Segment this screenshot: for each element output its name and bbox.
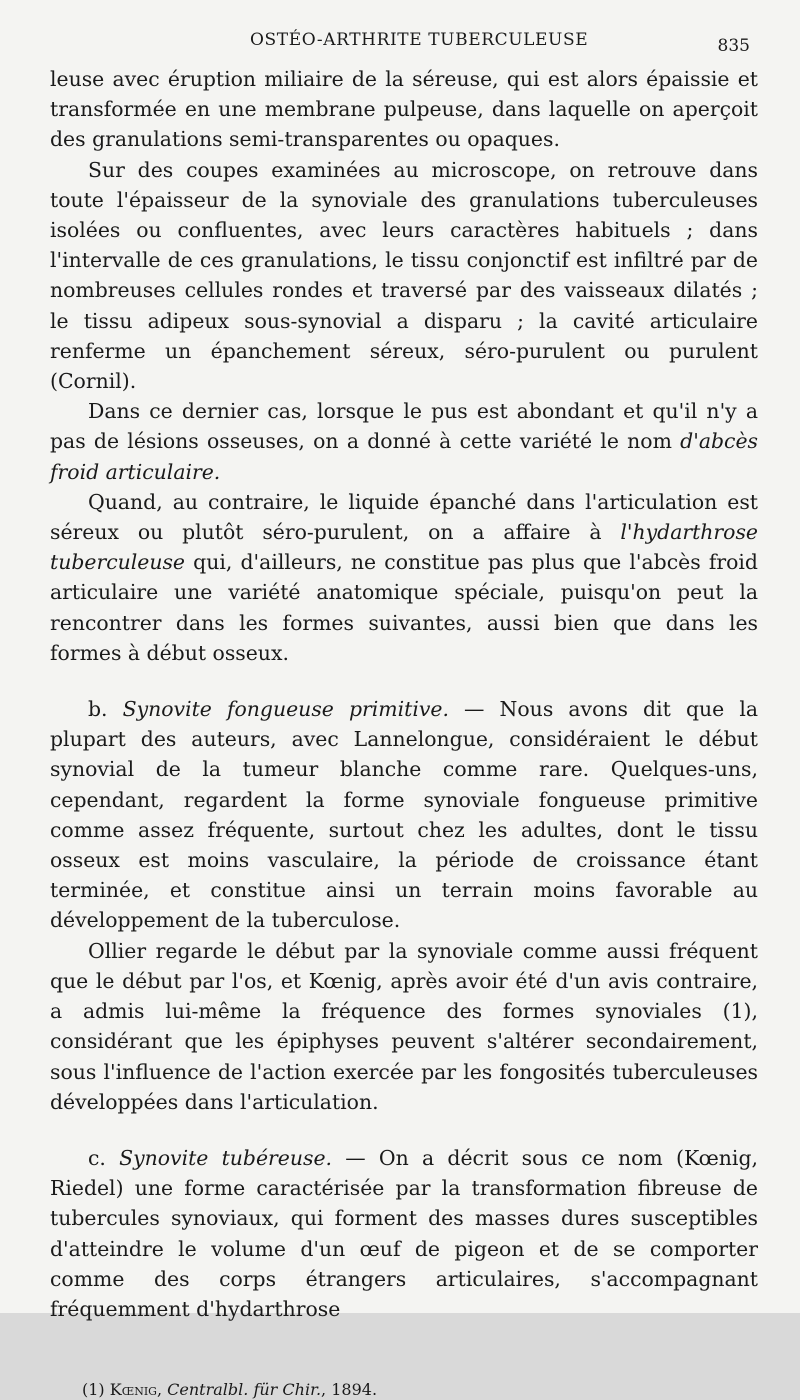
footnote xyxy=(82,1380,758,1400)
paragraph-3-italic: d'abcès froid articulaire. xyxy=(50,429,758,484)
section-c-paragraph xyxy=(50,1143,758,1324)
section-c-text: — On a décrit sous ce nom (Kœnig, Riedel) une forme caractérisée par la transformation fibreuse de tubercules synoviaux, qui forment des masses dures susceptibles d'atteindre le volume d'un œuf de pigeon et de se comporter comme des corps étrangers articulaires, s'accompagnant fréquemment d'hydarthrose xyxy=(50,1145,758,1321)
section-b-heading: Synovite fongueuse primitive. xyxy=(122,697,449,722)
paragraph-6: Ollier regarde le début par la synoviale comme aussi fréquent que le début par l'os, et Kœnig, après avoir été d'un avis contraire, a admis lui-même la fréquence des formes synoviales (1), considérant que les épiphyses peuvent s'altérer secondairement, sous l'influence de l'action exercée par les fongosités tuberculeuses développées dans l'articulation. xyxy=(50,938,758,1114)
section-b-text: — Nous avons dit que la plupart des auteurs, avec Lannelongue, considéraient le début synovial de la tumeur blanche comme rare. Quelques-uns, cependant, regardent la forme synoviale fongueuse primitive comme assez fréquente, surtout chez les adultes, dont le tissu osseux est moins vasculaire, la période de croissance étant terminée, et constitue ainsi un terrain moins favorable au développement de la tuberculose. xyxy=(50,697,758,933)
section-gap xyxy=(50,668,758,694)
body-text xyxy=(50,64,758,1324)
section-gap-2 xyxy=(50,1117,758,1143)
footnote-source: Centralbl. für Chir. xyxy=(167,1380,322,1400)
page-number: 835 xyxy=(717,36,750,56)
paragraph-4 xyxy=(50,487,758,668)
footnote-marker: (1) xyxy=(82,1380,110,1400)
section-c-heading: Synovite tubéreuse. xyxy=(119,1145,333,1170)
paragraph-2: Sur des coupes examinées au microscope, on retrouve dans toute l'épaisseur de la synoviale des granulations tuberculeuses isolées ou confluentes, avec leurs caractères habituels ; dans l'intervalle de ces granulations, le tissu conjonctif est infiltré par de nombreuses cellules rondes et traversé par des vaisseaux dilatés ; le tissu adipeux sous-synovial a disparu ; la cavité articulaire renferme un épanchement séreux, séro-purulent ou purulent (Cornil). xyxy=(50,157,758,394)
section-b-paragraph xyxy=(50,694,758,936)
paragraph-4-tail: qui, d'ailleurs, ne constitue pas plus que l'abcès froid articulaire une variété anatomique spéciale, puisqu'on peut la rencontrer dans les formes suivantes, aussi bien que dans les formes à début osseux. xyxy=(50,550,758,665)
paragraph-4-italic: l'hydarthrose tuberculeuse xyxy=(50,520,758,575)
footnote-spacer xyxy=(50,1324,758,1380)
paragraph-4-text: Quand, au contraire, le liquide épanché dans l'articulation est séreux ou plutôt séro-purulent, on a affaire à xyxy=(50,489,758,545)
paragraph-3 xyxy=(50,396,758,487)
paragraph-3-text: Dans ce dernier cas, lorsque le pus est abondant et qu'il n'y a pas de lésions osseuses, on a donné à cette variété le nom xyxy=(50,399,758,454)
footnote-year: , 1894. xyxy=(321,1380,378,1400)
section-b-letter: b. xyxy=(88,697,123,722)
running-title: OSTÉO-ARTHRITE TUBERCULEUSE xyxy=(250,30,589,50)
page-header xyxy=(50,30,758,64)
section-c-letter: c. xyxy=(88,1145,120,1170)
footnote-author: Kœnig xyxy=(109,1380,157,1400)
footnote-separator: , xyxy=(156,1380,168,1400)
paragraph-1: leuse avec éruption miliaire de la séreuse, qui est alors épaissie et transformée en une membrane pulpeuse, dans laquelle on aperçoit des granulations semi-transparentes ou opaques. xyxy=(50,67,758,152)
